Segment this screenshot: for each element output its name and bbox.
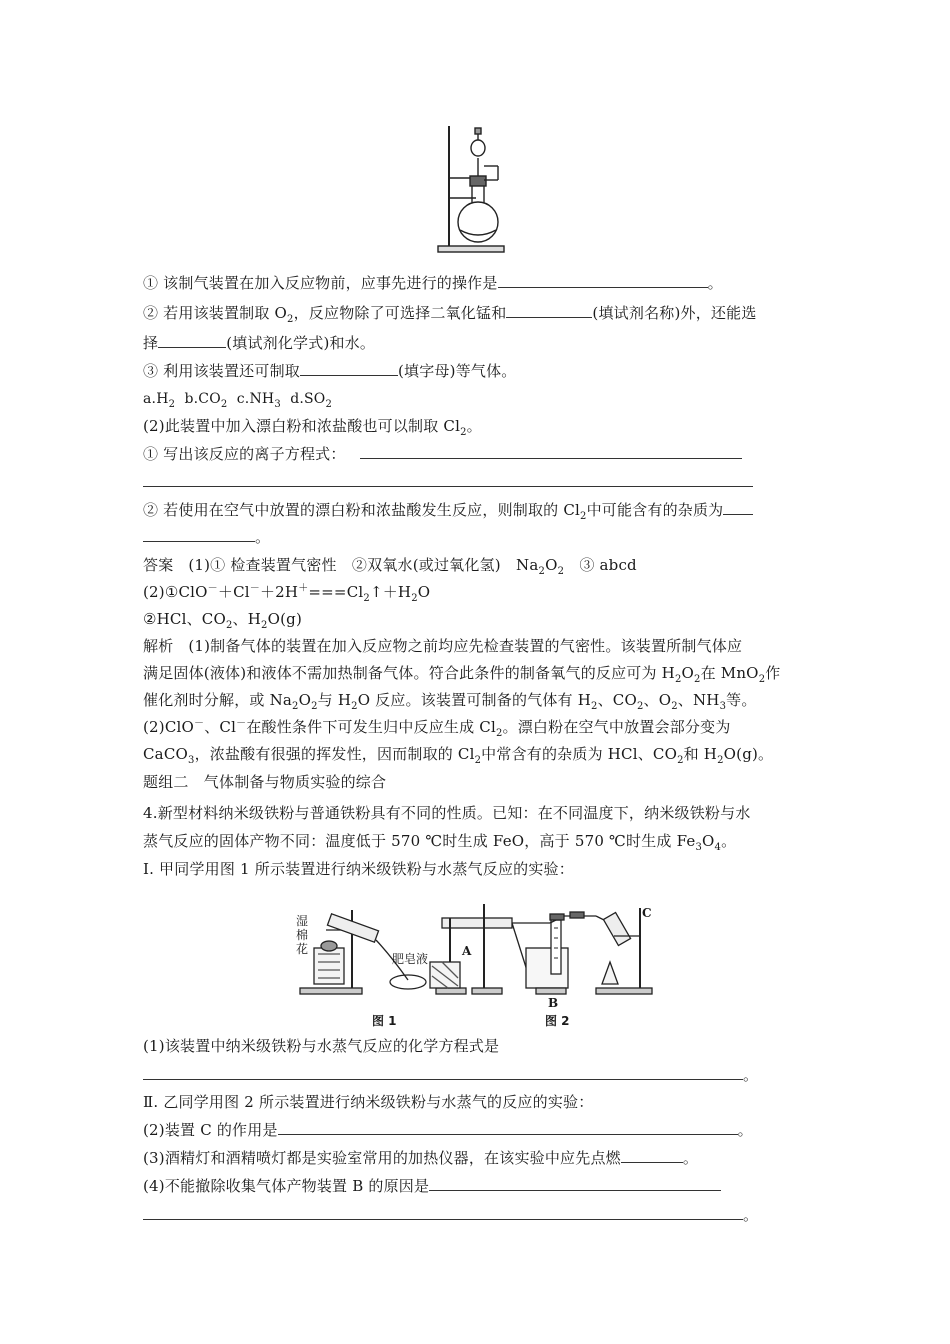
answer-blank[interactable] [143, 472, 753, 487]
q4-question3: (3)酒精灯和酒精喷灯都是实验室常用的加热仪器，在该实验中应先点燃 。 [143, 1149, 699, 1167]
fig2-label-b: B [548, 996, 559, 1010]
q4-line1: 4.新型材料纳米级铁粉与普通铁粉具有不同的性质。已知：在不同温度下，纳米级铁粉与水 [143, 804, 751, 822]
fig1-label-wet: 湿 [296, 914, 309, 928]
q1-item2: ② 若用该装置制取 $O_2$，反应物除了可选择二氧化锰和 (填试剂名称)外，还能选 [143, 304, 757, 325]
analysis-line2: 满足固体(液体)和液体不需加热制备气体。符合此条件的制备氧气的反应可为 $H_2O_2$在 MnO$_2$作 [143, 664, 781, 685]
flask-apparatus-figure [436, 122, 508, 254]
figure1-caption: 图 1 [372, 1014, 397, 1028]
answer-line1: 答案 (1)① 检查装置气密性 ②双氧水(或过氧化氢) $Na_2O_2$ ③ abcd [143, 556, 637, 577]
answer-blank[interactable] [506, 303, 592, 318]
answer-blank[interactable] [158, 333, 226, 348]
answer-blank[interactable] [278, 1120, 738, 1135]
fig1-label-soap: 肥皂液 [392, 952, 429, 966]
q2-intro: (2)此装置中加入漂白粉和浓盐酸也可以制取 $Cl_2$。 [143, 417, 482, 438]
answer-line2: $(2)①ClO^-+Cl^-+2H^+===Cl_2↑+H_2O$ [143, 583, 431, 604]
q2-item1-cont [143, 472, 753, 492]
answer-blank[interactable] [143, 1205, 743, 1220]
q2-item2-cont: 。 [143, 527, 270, 547]
answer-line3: ②HCl、$CO_2$、$H_2O(g)$ [143, 610, 302, 631]
answer-blank[interactable] [621, 1148, 683, 1163]
analysis-line5: CaCO$_3$，浓盐酸有很强的挥发性，因而制取的 $Cl_2$中常含有的杂质为 HCl、$CO_2$和 $H_2O(g)$。 [143, 745, 774, 766]
answer-blank[interactable] [300, 361, 398, 376]
fig2-label-a: A [462, 944, 472, 958]
q1-item1: ① 该制气装置在加入反应物前，应事先进行的操作是 。 [143, 274, 723, 292]
figure2-caption: 图 2 [545, 1014, 570, 1028]
q1-item2-cont: 择 (填试剂化学式)和水。 [143, 334, 376, 352]
analysis-line3: 催化剂时分解，或 $Na_2O_2$与 $H_2O$ 反应。该装置可制备的气体有 $H_2$、$CO_2$、$O_2$、$NH_3$等。 [143, 691, 757, 712]
fig1-label-cotton1: 棉 [296, 928, 309, 942]
q2-item2: ② 若使用在空气中放置的漂白粉和浓盐酸发生反应，则制取的 $Cl_2$中可能含有的杂质为 [143, 500, 753, 520]
q1-item3: ③ 利用该装置还可制取 (填字母)等气体。 [143, 362, 517, 380]
answer-blank[interactable] [143, 527, 255, 542]
q2-item1: ① 写出该反应的离子方程式： [143, 444, 742, 464]
fig1-label-cotton2: 花 [296, 942, 309, 956]
fig2-label-c: C [642, 906, 652, 920]
q4-line2: 蒸气反应的固体产物不同：温度低于 570 ℃时生成 FeO，高于 570 ℃时生成 $Fe_3O_4$。 [143, 832, 737, 853]
answer-blank[interactable] [360, 444, 742, 459]
answer-blank[interactable] [498, 273, 708, 288]
analysis-line4: (2)ClO－、Cl－在酸性条件下可发生归中反应生成 $Cl_2$。漂白粉在空气中放置会部分变为 [143, 718, 731, 739]
q4-question1: (1)该装置中纳米级铁粉与水蒸气反应的化学方程式是 [143, 1037, 500, 1055]
q4-part1: Ⅰ. 甲同学用图 1 所示装置进行纳米级铁粉与水蒸气反应的实验： [143, 860, 574, 878]
analysis-line1: 解析 (1)制备气体的装置在加入反应物之前均应先检查装置的气密性。该装置所制气体应 [143, 637, 743, 655]
iron-steam-apparatus-figure [296, 896, 664, 998]
q4-question2: (2)装置 C 的作用是 。 [143, 1121, 753, 1139]
answer-blank[interactable] [429, 1176, 721, 1191]
q4-part2: Ⅱ. 乙同学用图 2 所示装置进行纳米级铁粉与水蒸气的反应的实验： [143, 1093, 594, 1111]
q4-question1-blank: 。 [143, 1065, 758, 1085]
answer-blank[interactable] [143, 1065, 743, 1080]
section-title: 题组二 气体制备与物质实验的综合 [143, 773, 387, 791]
q1-options: $a.H_2$ $b.CO_2$ $c.NH_3$ $d.SO_2$ [143, 391, 333, 410]
q4-question4: (4)不能撤除收集气体产物装置 B 的原因是 [143, 1176, 721, 1196]
answer-blank[interactable] [723, 500, 753, 515]
q4-question4-blank: 。 [143, 1205, 758, 1225]
